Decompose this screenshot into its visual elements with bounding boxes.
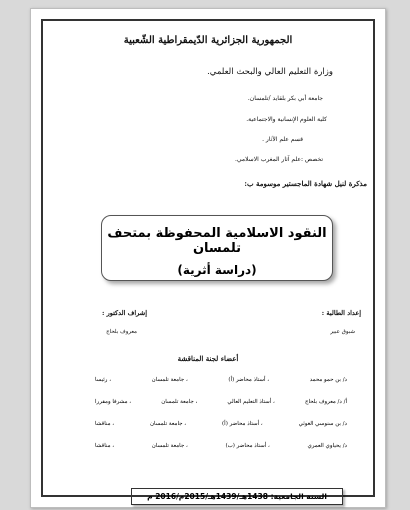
member-institution: ، جامعة تلمسان: [151, 377, 188, 383]
member-institution: ، جامعة تلمسان: [151, 443, 188, 449]
table-row: [95, 377, 347, 399]
supervisor-label: إشراف الدكتور :: [101, 309, 147, 317]
member-name: د/ يحياوي العمري: [307, 443, 347, 449]
member-name: د/ بن سنوسي الغوثي: [298, 421, 347, 427]
university-line: جامعة أبي بكر بلقايد /تلمسان.: [247, 95, 323, 102]
thesis-title: النقود الاسلامية المحفوظة بمتحف تلمسان: [107, 226, 327, 256]
committee-heading: أعضاء لجنة المناقشة: [177, 354, 239, 363]
table-row: [95, 421, 347, 443]
thesis-subtitle: (دراسة أثرية): [177, 263, 257, 277]
department-line: قسم علم الآثار .: [262, 136, 303, 143]
republic-heading: الجمهورية الجزائرية الدّيمقراطية الشّعبية: [123, 35, 293, 46]
member-role: ، مناقشا: [95, 421, 115, 427]
table-row: [95, 443, 347, 465]
ministry-line: وزارة التعليم العالي والبحث العلمي.: [207, 67, 333, 77]
supervisor-name: معروف بلحاج: [106, 329, 137, 335]
member-institution: ، جامعة تلمسان: [161, 399, 198, 405]
member-role: ، رئيسا: [95, 377, 111, 383]
member-institution: ، جامعة تلمسان: [150, 421, 187, 427]
member-rank: ، أستاذ التعليم العالي: [227, 399, 275, 405]
member-rank: ، أستاذ محاضر (أ): [222, 421, 263, 427]
faculty-line: كلية العلوم الإنسانية والاجتماعية.: [246, 116, 327, 123]
thesis-title-box: [101, 215, 333, 281]
document-page: [30, 8, 386, 508]
thesis-intro: مذكرة لنيل شهادة الماجستير موسومة ب:: [244, 179, 367, 188]
member-rank: ، أستاذ محاضر (ب): [225, 443, 270, 449]
student-name: شبوق عبير: [330, 329, 355, 335]
committee-table: [95, 377, 347, 465]
specialty-line: تخصص :علم آثار المغرب الاسلامي.: [234, 156, 323, 163]
member-rank: ، أستاذ محاضر (أ): [228, 377, 270, 383]
member-role: ، مشرفا ومقررا: [95, 399, 132, 405]
student-label: إعداد الطالبة :: [321, 309, 361, 317]
table-row: [95, 399, 347, 421]
member-role: ، مناقشا: [95, 443, 115, 449]
member-name: د/ بن حمو محمد: [309, 377, 347, 383]
member-name: أ/ د/ معروف بلحاج: [304, 399, 347, 405]
academic-year-box: السنة الجامعية: 1438هـ/1439هـ/2015م/2016 م: [131, 488, 343, 505]
